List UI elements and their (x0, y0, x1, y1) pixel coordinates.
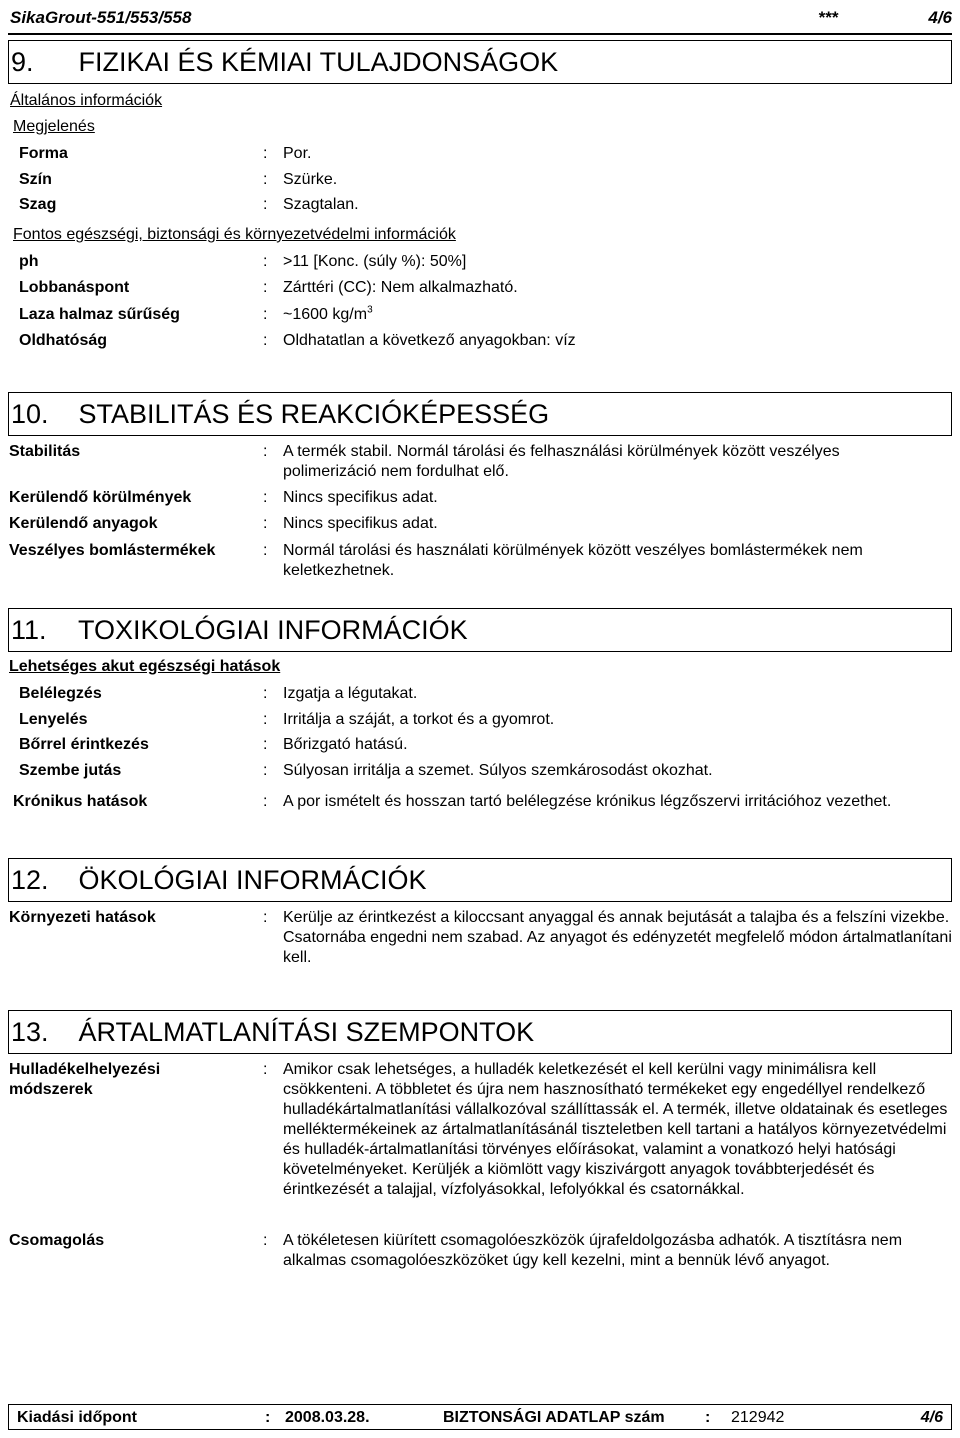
general-info-heading: Általános információk (10, 92, 163, 109)
footer-page-number: 4/6 (920, 1409, 943, 1426)
section-10-number: 10. (11, 399, 49, 429)
header-page-number: 4/6 (928, 8, 952, 27)
page-footer (8, 1404, 952, 1430)
prop-value: Por. (283, 145, 312, 162)
prop-value: Izgatja a légutakat. (283, 685, 418, 702)
colon: : (705, 1409, 711, 1426)
colon: : (263, 1061, 268, 1078)
section-13-header (8, 1010, 952, 1054)
section-10-title: STABILITÁS ÉS REAKCIÓKÉPESSÉG (78, 399, 550, 429)
prop-label: Szín (19, 171, 52, 188)
colon: : (263, 909, 268, 926)
colon: : (263, 736, 268, 753)
prop-label: Szag (19, 196, 57, 213)
prop-value: A termék stabil. Normál tárolási és felhasználási körülmények között veszélyes polimerizáció nem fordulhat elő. (283, 443, 840, 480)
prop-value: Szagtalan. (283, 196, 359, 213)
acute-effects-heading: Lehetséges akut egészségi hatások (9, 658, 281, 675)
section-9-header (8, 40, 952, 84)
prop-label: Oldhatóság (19, 332, 108, 349)
issue-date-value: 2008.03.28. (285, 1409, 370, 1426)
header-rule (8, 33, 952, 35)
colon: : (263, 306, 268, 323)
prop-value: A por ismételt és hosszan tartó belélegzése krónikus légzőszervi irritációhoz vezethet. (283, 793, 892, 810)
colon: : (263, 443, 268, 460)
colon: : (263, 793, 268, 810)
prop-label: Lobbanáspont (19, 279, 130, 296)
appearance-heading: Megjelenés (13, 118, 95, 135)
prop-label: Laza halmaz sűrűség (19, 306, 180, 323)
prop-value: A tökéletesen kiürített csomagolóeszközök újrafeldolgozásba adhatók. A tisztításra nem alkalmas csomagolóeszközöket úgy kell kezelni, mint a bennük lévő anyagot. (283, 1232, 903, 1269)
section-9-title: FIZIKAI ÉS KÉMIAI TULAJDONSÁGOK (78, 47, 559, 77)
section-11-number: 11. (11, 615, 47, 645)
prop-value: ~1600 kg/m (283, 306, 368, 323)
document-title: SikaGrout-551/553/558 (10, 8, 192, 27)
prop-value: Nincs specifikus adat. (283, 489, 438, 506)
prop-value: Bőrizgató hatású. (283, 736, 408, 753)
colon: : (263, 515, 268, 532)
section-12-title: ÖKOLÓGIAI INFORMÁCIÓK (78, 865, 427, 895)
colon: : (263, 1232, 268, 1249)
prop-label: Szembe jutás (19, 762, 122, 779)
important-info-heading: Fontos egészségi, biztonsági és környezetvédelmi információk (13, 226, 456, 243)
colon: : (263, 762, 268, 779)
section-12-number: 12. (11, 865, 49, 895)
section-11-header (8, 608, 952, 652)
prop-label: ph (19, 253, 39, 270)
colon: : (263, 332, 268, 349)
prop-value: >11 [Konc. (súly %): 50%] (283, 253, 467, 270)
colon: : (263, 171, 268, 188)
prop-value: Zárttéri (CC): Nem alkalmazható. (283, 279, 518, 296)
page-header (10, 8, 952, 30)
colon: : (263, 542, 268, 559)
prop-label: Veszélyes bomlástermékek (9, 542, 216, 559)
colon: : (263, 196, 268, 213)
colon: : (263, 253, 268, 270)
prop-value: Normál tárolási és használati körülmények között veszélyes bomlástermékek nem keletkezhetnek. (283, 542, 863, 579)
prop-value: Amikor csak lehetséges, a hulladék keletkezését el kell kerülni vagy minimálisra kell csökkenteni. A többletet és újra nem hasznosítható termékeket egy engedéllyel rendelkező hulladékártalmatlanítási vállalkozóval szállíttassák el. A termék, illetve oldatainak és esetleges melléktermékeinek az ártalmatlanításánál tiszteletben kell tartani a hatályos környezetvédelmi és hulladék-ártalmatlanítási törvényes előírásokat, valamint a vonatkozó helyi hatósági követelményeket. Kerüljék a kiömlött vagy kiszivárgott anyagok továbbterjedését és érintkezését a talajjal, vízfolyásokkal, lefolyókkal és csatornákkal. (283, 1061, 948, 1198)
prop-label: Hulladékelhelyezési módszerek (9, 1061, 161, 1098)
issue-date-label: Kiadási időpont (17, 1409, 137, 1426)
section-11-title: TOXIKOLÓGIAI INFORMÁCIÓK (78, 615, 468, 645)
unit-superscript: 3 (367, 304, 373, 316)
prop-label: Forma (19, 145, 68, 162)
prop-value: Irritálja a száját, a torkot és a gyomrot. (283, 711, 555, 728)
prop-label: Környezeti hatások (9, 909, 156, 926)
colon: : (263, 279, 268, 296)
section-13-number: 13. (11, 1017, 49, 1047)
section-10-header (8, 392, 952, 436)
section-13-title: ÁRTALMATLANÍTÁSI SZEMPONTOK (78, 1017, 535, 1047)
sds-number-value: 212942 (731, 1409, 785, 1426)
prop-value: Nincs specifikus adat. (283, 515, 438, 532)
section-9-number: 9. (11, 47, 34, 77)
prop-value: Kerülje az érintkezést a kiloccsant anyaggal és annak bejutását a talajba és a felszíni vizekbe. Csatornába engedni nem szabad. Az anyagot és edényzetét megfelelő módon ártalmatlanítani kell. (283, 909, 952, 966)
header-stars: *** (818, 8, 838, 27)
prop-label: Stabilitás (9, 443, 81, 460)
prop-label: Kerülendő körülmények (9, 489, 192, 506)
prop-label: Lenyelés (19, 711, 88, 728)
colon: : (265, 1409, 271, 1426)
prop-value: Oldhatatlan a következő anyagokban: víz (283, 332, 576, 349)
prop-value: Szürke. (283, 171, 338, 188)
prop-label: Kerülendő anyagok (9, 515, 158, 532)
section-12-header (8, 858, 952, 902)
prop-label: Belélegzés (19, 685, 102, 702)
sds-number-label: BIZTONSÁGI ADATLAP szám (443, 1409, 665, 1426)
prop-label: Csomagolás (9, 1232, 105, 1249)
colon: : (263, 685, 268, 702)
prop-value: Súlyosan irritálja a szemet. Súlyos szemkárosodást okozhat. (283, 762, 713, 779)
prop-label: Bőrrel érintkezés (19, 736, 149, 753)
prop-label: Krónikus hatások (13, 793, 148, 810)
colon: : (263, 145, 268, 162)
colon: : (263, 711, 268, 728)
colon: : (263, 489, 268, 506)
